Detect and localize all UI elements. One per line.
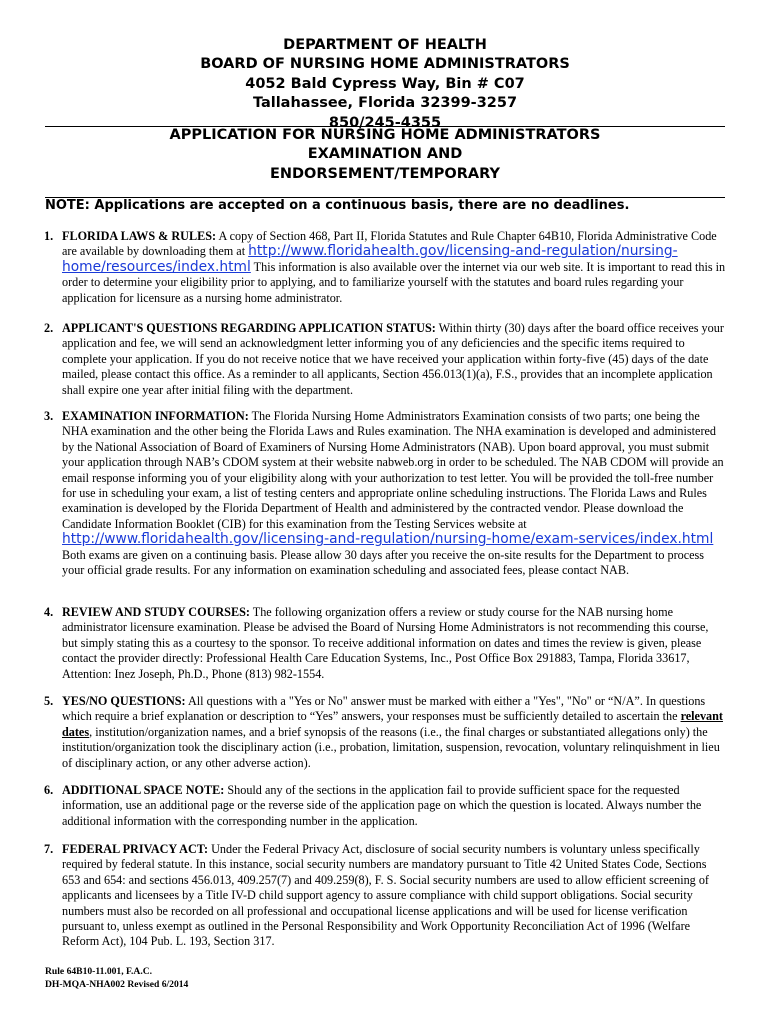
item-body	[62, 605, 726, 682]
item-heading: YES/NO QUESTIONS:	[62, 694, 186, 708]
street-address: 4052 Bald Cypress Way, Bin # C07	[245, 75, 525, 92]
item-number: 4.	[44, 605, 54, 619]
item-text: Both exams are given on a continuing basis. Please allow 30 days after you receive the on-site results for the Department to process your official grade results. For any information on examination scheduling and associated fees, please contact NAB.	[62, 547, 705, 578]
item-heading: ADDITIONAL SPACE NOTE:	[62, 783, 225, 797]
item-text: Within thirty (30) days after the board office receives your application and fee, we will send an acknowledgment letter informing you of any deficiencies and the specific items required to complete your application. If you do not receive notice that we have received your application within forty-five (45) days of the date mailed, please contact this office. As a reminder to all applicants, Section 456.013(1)(a), F.S., provides that an incomplete application shall expire one year after initial filing with the department.	[62, 321, 724, 397]
list-item	[44, 842, 726, 950]
item-text: Under the Federal Privacy Act, disclosure of social security numbers is voluntary unless specifically required by federal statute. In this instance, social security numbers are mandatory pursuant to Title 42 United States Code, Sections 653 and 654: and sections 456.013, 409.257(7) and 409.259(8), F. S. Social security numbers are used to allow efficient screening of applicants and licensees by a Title IV-D child support agency to assure compliance with child support obligations. Social security numbers must also be recorded on all professional and occupational license applications and will be used for license verification pursuant to, unless exempt as outlined in the Personal Responsibility and Work Opportunity Reconciliation Act of 1996 (Welfare Reform Act), 104 Pub. L. 193, Section 317.	[62, 842, 709, 949]
phone-number: 850/245-4355	[328, 114, 442, 131]
item-body	[62, 783, 726, 829]
item-text: This information is also available over the internet via our web site. It is important to read this in order to determine your eligibility prior to applying, and to familiarize yourself with the statutes and board rules regarding your application for licensure as a nursing home administrator.	[62, 259, 726, 305]
laws-rules-link[interactable]: http://www.floridahealth.gov/licensing-and-regulation/nursing-home/resources/index.html	[62, 243, 678, 275]
form-footer	[45, 966, 188, 992]
item-number: 7.	[44, 842, 54, 856]
board-name: BOARD OF NURSING HOME ADMINISTRATORS	[200, 56, 570, 73]
item-text: A copy of Section 468, Part II, Florida Statutes and Rule Chapter 64B10, Florida Administrative Code are available by downloading them at	[62, 229, 717, 259]
item-number: 6.	[44, 783, 54, 797]
item-body	[62, 409, 726, 578]
item-body	[62, 694, 726, 771]
item-number: 2.	[44, 321, 54, 335]
exam-services-link[interactable]: http://www.floridahealth.gov/licensing-and-regulation/nursing-home/exam-services/index.html	[62, 531, 714, 548]
title-line-2: EXAMINATION AND	[307, 146, 463, 163]
item-text: Should any of the sections in the application fail to provide sufficient space for the requested information, use an additional page or the reverse side of the application page on which the question is located. Always number the additional information with the corresponding number in the application.	[62, 783, 702, 828]
item-heading: REVIEW AND STUDY COURSES:	[62, 605, 250, 619]
item-number: 1.	[44, 229, 54, 243]
item-body	[62, 842, 726, 950]
agency-header	[40, 36, 730, 133]
document-title	[40, 126, 730, 184]
item-body	[62, 229, 726, 306]
list-item	[44, 783, 726, 829]
list-item	[44, 605, 726, 682]
list-item	[44, 409, 726, 578]
item-number: 3.	[44, 409, 54, 423]
item-text: , institution/organization names, and a brief synopsis of the reasons (i.e., the final charges or substantiated allegations only) the institution/organization took the disciplinary action (i.e., probation, limitation, suspension, revocation, voluntary relinquishment in lieu of disciplinary action, or any other adverse action).	[62, 724, 720, 770]
city-address: Tallahassee, Florida 32399-3257	[252, 95, 518, 112]
title-line-1: APPLICATION FOR NURSING HOME ADMINISTRATORS	[169, 127, 601, 143]
item-heading: EXAMINATION INFORMATION:	[62, 409, 249, 423]
item-text: All questions with a "Yes or No" answer must be marked with either a "Yes", "No" or “N/A”. In questions which require a brief explanation or description to “Yes” answers, your responses must be sufficiently detailed to ascertain the	[62, 694, 706, 724]
relevant-dates-emphasis: relevant dates	[62, 709, 723, 739]
item-text: The following organization offers a review or study course for the NAB nursing home administrator licensure examination. Please be advised the Board of Nursing Home Administrators is not recommending this course, but simply stating this as a courtesy to the sponsor. To receive additional information on dates and times the review is given, please contact the provider directly: Professional Health Care Education Systems, Inc., Post Office Box 291883, Tampa, Florida 33617, Attention: Inez Joseph, Ph.D., Phone (813) 982-1554.	[62, 605, 709, 681]
list-item	[44, 321, 726, 398]
title-line-3: ENDORSEMENT/TEMPORARY	[269, 165, 500, 182]
item-body	[62, 321, 726, 398]
list-item	[44, 694, 726, 771]
list-item	[44, 229, 726, 306]
item-text: The Florida Nursing Home Administrators Examination consists of two parts; one being the NHA examination and the other being the Florida Laws and Rules examination. The NHA examination is developed and administered by the National Association of Board of Examiners of Nursing Home Administrators (NAB). Upon board approval, you must submit your application through NAB’s CDOM system at their website nabweb.org in order to be scheduled. The NAB CDOM will provide an email response informing you of your eligibility along with your authorization to test letter. You will be provided the toll-free number for use in scheduling your exam, a list of testing centers and appropriate online scheduling instructions. The Florida Laws and Rules examination is developed by the Florida Department of Health and administered by the contracted vendor. Please download the Candidate Information Booklet (CIB) for this examination from the Testing Services website at	[62, 409, 724, 531]
item-heading: FEDERAL PRIVACY ACT:	[62, 842, 209, 856]
department-name: DEPARTMENT OF HEALTH	[283, 37, 487, 53]
item-number: 5.	[44, 694, 54, 708]
rule-citation: Rule 64B10-11.001, F.A.C.	[45, 966, 153, 977]
deadline-note: NOTE: Applications are accepted on a continuous basis, there are no deadlines.	[45, 198, 630, 213]
item-heading: FLORIDA LAWS & RULES:	[62, 229, 217, 243]
item-heading: APPLICANT'S QUESTIONS REGARDING APPLICATION STATUS:	[62, 321, 436, 335]
form-number: DH-MQA-NHA002 Revised 6/2014	[45, 978, 189, 990]
